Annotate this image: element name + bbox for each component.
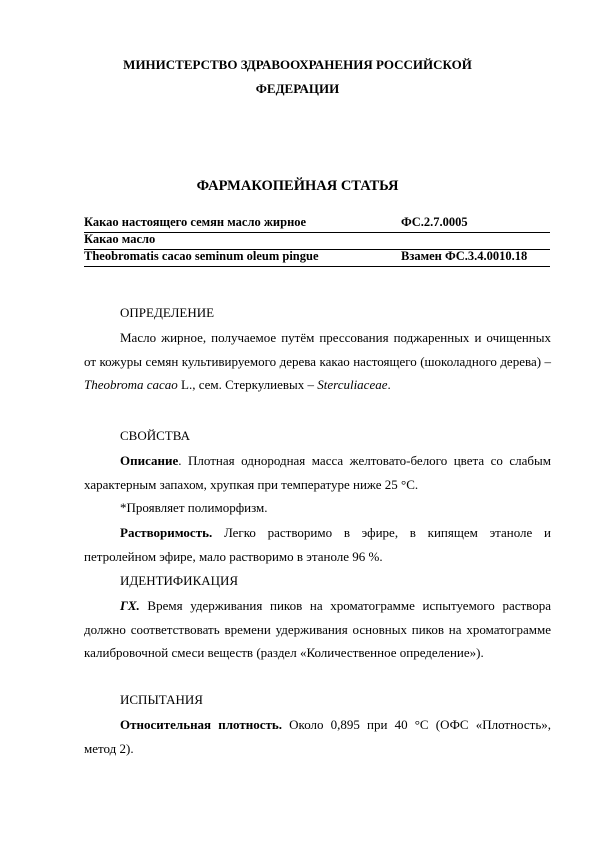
header-row-latin (84, 249, 550, 267)
gc-label: ГХ. (120, 598, 140, 613)
description-text: . Плотная однородная масса желтовато-белого цвета со слабым характерным запахом, хрупкая при температуре ниже 25 °С. (84, 453, 551, 492)
definition-paragraph (84, 326, 551, 397)
header-row-name (84, 215, 550, 233)
polymorphism-note (84, 496, 551, 520)
replaces-monograph: Взамен ФС.3.4.0010.18 (401, 249, 528, 263)
monograph-code: ФС.2.7.0005 (401, 215, 468, 229)
solubility-label: Растворимость. (120, 525, 213, 540)
substance-name-latin: Theobromatis cacao seminum oleum pingue (84, 249, 319, 263)
density-paragraph (84, 713, 551, 760)
gc-text: Время удерживания пиков на хроматограмме испытуемого раствора должно соответствовать времени удерживания основных пиков на хроматограмме калибровочной смеси веществ (раздел «Количественное определение»). (84, 598, 551, 661)
description-label: Описание (120, 453, 179, 468)
definition-text-3: . (387, 377, 391, 393)
definition-text-1: Масло жирное, получаемое путём прессования поджаренных и очищенных от кожуры семян культивируемого дерева какао настоящего (шоколадного дерева) – (84, 330, 551, 369)
section-heading-definition: ОПРЕДЕЛЕНИЕ (120, 305, 215, 320)
solubility-text: Легко растворимо в эфире, в кипящем этаноле и петролейном эфире, мало растворимо в этаноле 96 %. (84, 525, 551, 564)
ministry-name-line-1: МИНИСТЕРСТВО ЗДРАВООХРАНЕНИЯ РОССИЙСКОЙ (123, 57, 472, 72)
density-label: Относительная плотность. (120, 717, 283, 732)
document-title: ФАРМАКОПЕЙНАЯ СТАТЬЯ (196, 178, 399, 194)
gc-paragraph (84, 594, 551, 665)
definition-latin-1: Theobroma cacao (84, 377, 178, 393)
section-heading-tests: ИСПЫТАНИЯ (120, 692, 203, 707)
substance-name-ru: Какао настоящего семян масло жирное (84, 215, 307, 229)
definition-latin-2: Sterculiaceae (317, 377, 388, 393)
definition-text-2: L., сем. Стеркулиевых – (181, 377, 314, 393)
substance-alt-name: Какао масло (84, 232, 156, 246)
density-text: Около 0,895 при 40 °С (ОФС «Плотность», метод 2). (84, 717, 551, 756)
ministry-name-line-2: ФЕДЕРАЦИИ (255, 81, 340, 96)
header-row-alt-name (84, 232, 550, 250)
description-paragraph (84, 449, 551, 496)
section-heading-properties: СВОЙСТВА (120, 428, 190, 443)
polymorphism-note-text: *Проявляет полиморфизм. (120, 500, 268, 515)
section-heading-identification: ИДЕНТИФИКАЦИЯ (120, 573, 239, 588)
solubility-paragraph (84, 521, 551, 568)
